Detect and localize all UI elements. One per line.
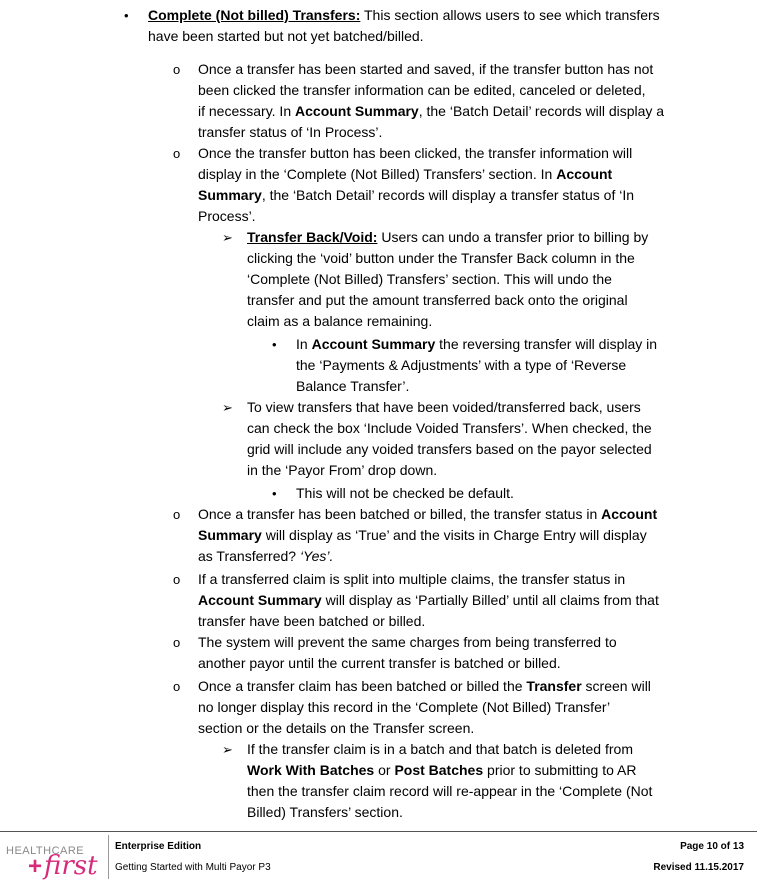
dot-1-line-2: the ‘Payments & Adjustments’ with a type of ‘Reverse: [296, 357, 627, 373]
item-2-line-3: Summary, the ‘Batch Detail’ records will display a transfer status of ‘In: [198, 187, 635, 203]
item-2-line-1: Once the transfer button has been clicked, the transfer information will: [198, 145, 633, 161]
healthcare-first-logo: HEALTHCARE + first: [6, 845, 98, 881]
dot-1-line-3: Balance Transfer’.: [296, 378, 410, 394]
arrow-1-line-3: ‘Complete (Not Billed) Transfers’ section. This will undo the: [247, 271, 612, 287]
document-title: Getting Started with Multi Payor P3: [115, 862, 271, 873]
transfer-back-void-heading: Transfer Back/Void:: [247, 229, 378, 245]
dot-bullet: •: [272, 486, 277, 501]
section-intro-line-1: Complete (Not billed) Transfers: This section allows users to see which transfers: [148, 7, 660, 23]
item-4-line-1: If a transferred claim is split into multiple claims, the transfer status in: [198, 571, 626, 587]
circle-bullet: o: [173, 507, 181, 522]
dot-bullet: •: [272, 337, 277, 352]
circle-bullet: o: [173, 635, 181, 650]
circle-bullet: o: [173, 679, 181, 694]
item-2-line-4: Process’.: [198, 208, 256, 224]
arrow-bullet-icon: ➢: [222, 400, 233, 415]
item-5-line-2: another payor until the current transfer is batched or billed.: [198, 655, 561, 671]
item-2-line-2: display in the ‘Complete (Not Billed) Transfers’ section. In Account: [198, 166, 613, 182]
arrow-3-line-3: then the transfer claim record will re-appear in the ‘Complete (Not: [247, 783, 653, 799]
dot-2-line-1: This will not be checked be default.: [296, 485, 514, 501]
item-3-line-2: Summary will display as ‘True’ and the visits in Charge Entry will display: [198, 527, 647, 543]
arrow-2-line-2: can check the box ‘Include Voided Transfers’. When checked, the: [247, 420, 652, 436]
arrow-bullet-icon: ➢: [222, 230, 233, 245]
item-4-line-2: Account Summary will display as ‘Partially Billed’ until all claims from that: [198, 592, 659, 608]
arrow-3-line-1: If the transfer claim is in a batch and that batch is deleted from: [247, 741, 633, 757]
arrow-1-line-5: claim as a balance remaining.: [247, 313, 433, 329]
section-bullet: •: [124, 8, 129, 23]
section-title: Complete (Not billed) Transfers:: [148, 7, 361, 23]
circle-bullet: o: [173, 62, 181, 77]
item-6-line-2: no longer display this record in the ‘Complete (Not Billed) Transfer’: [198, 699, 611, 715]
item-1-line-2: been clicked the transfer information can be edited, canceled or deleted,: [198, 82, 646, 98]
item-5-line-1: The system will prevent the same charges from being transferred to: [198, 634, 617, 650]
circle-bullet: o: [173, 146, 181, 161]
circle-bullet: o: [173, 572, 181, 587]
dot-1-line-1: In Account Summary the reversing transfer will display in: [296, 336, 658, 352]
arrow-3-line-2: Work With Batches or Post Batches prior to submitting to AR: [247, 762, 637, 778]
edition-label: Enterprise Edition: [115, 841, 202, 852]
arrow-1-line-4: transfer and put the amount transferred back onto the original: [247, 292, 628, 308]
item-4-line-3: transfer have been batched or billed.: [198, 613, 426, 629]
revision-date: Revised 11.15.2017: [653, 862, 744, 873]
item-6-line-3: section or the details on the Transfer screen.: [198, 720, 475, 736]
item-1-line-4: transfer status of ‘In Process’.: [198, 124, 383, 140]
page-footer: [0, 831, 757, 883]
item-6-line-1: Once a transfer claim has been batched or billed the Transfer screen will: [198, 678, 651, 694]
section-intro-line-2: have been started but not yet batched/billed.: [148, 28, 424, 44]
item-3-line-1: Once a transfer has been batched or billed, the transfer status in Account: [198, 506, 658, 522]
arrow-3-line-4: Billed) Transfers’ section.: [247, 804, 403, 820]
item-1-line-1: Once a transfer has been started and saved, if the transfer button has not: [198, 61, 654, 77]
arrow-1-line-2: clicking the ‘void’ button under the Transfer Back column in the: [247, 250, 635, 266]
item-1-line-3: if necessary. In Account Summary, the ‘Batch Detail’ records will display a: [198, 103, 665, 119]
arrow-1-line-1: Transfer Back/Void: Users can undo a transfer prior to billing by: [247, 229, 649, 245]
footer-separator: [108, 835, 109, 879]
arrow-bullet-icon: ➢: [222, 742, 233, 757]
page-number: Page 10 of 13: [680, 841, 744, 852]
arrow-2-line-4: in the ‘Payor From’ drop down.: [247, 462, 438, 478]
item-3-line-3: as Transferred? ‘Yes’.: [198, 548, 334, 564]
arrow-2-line-3: grid will include any voided transfers based on the payor selected: [247, 441, 652, 457]
arrow-2-line-1: To view transfers that have been voided/transferred back, users: [247, 399, 641, 415]
